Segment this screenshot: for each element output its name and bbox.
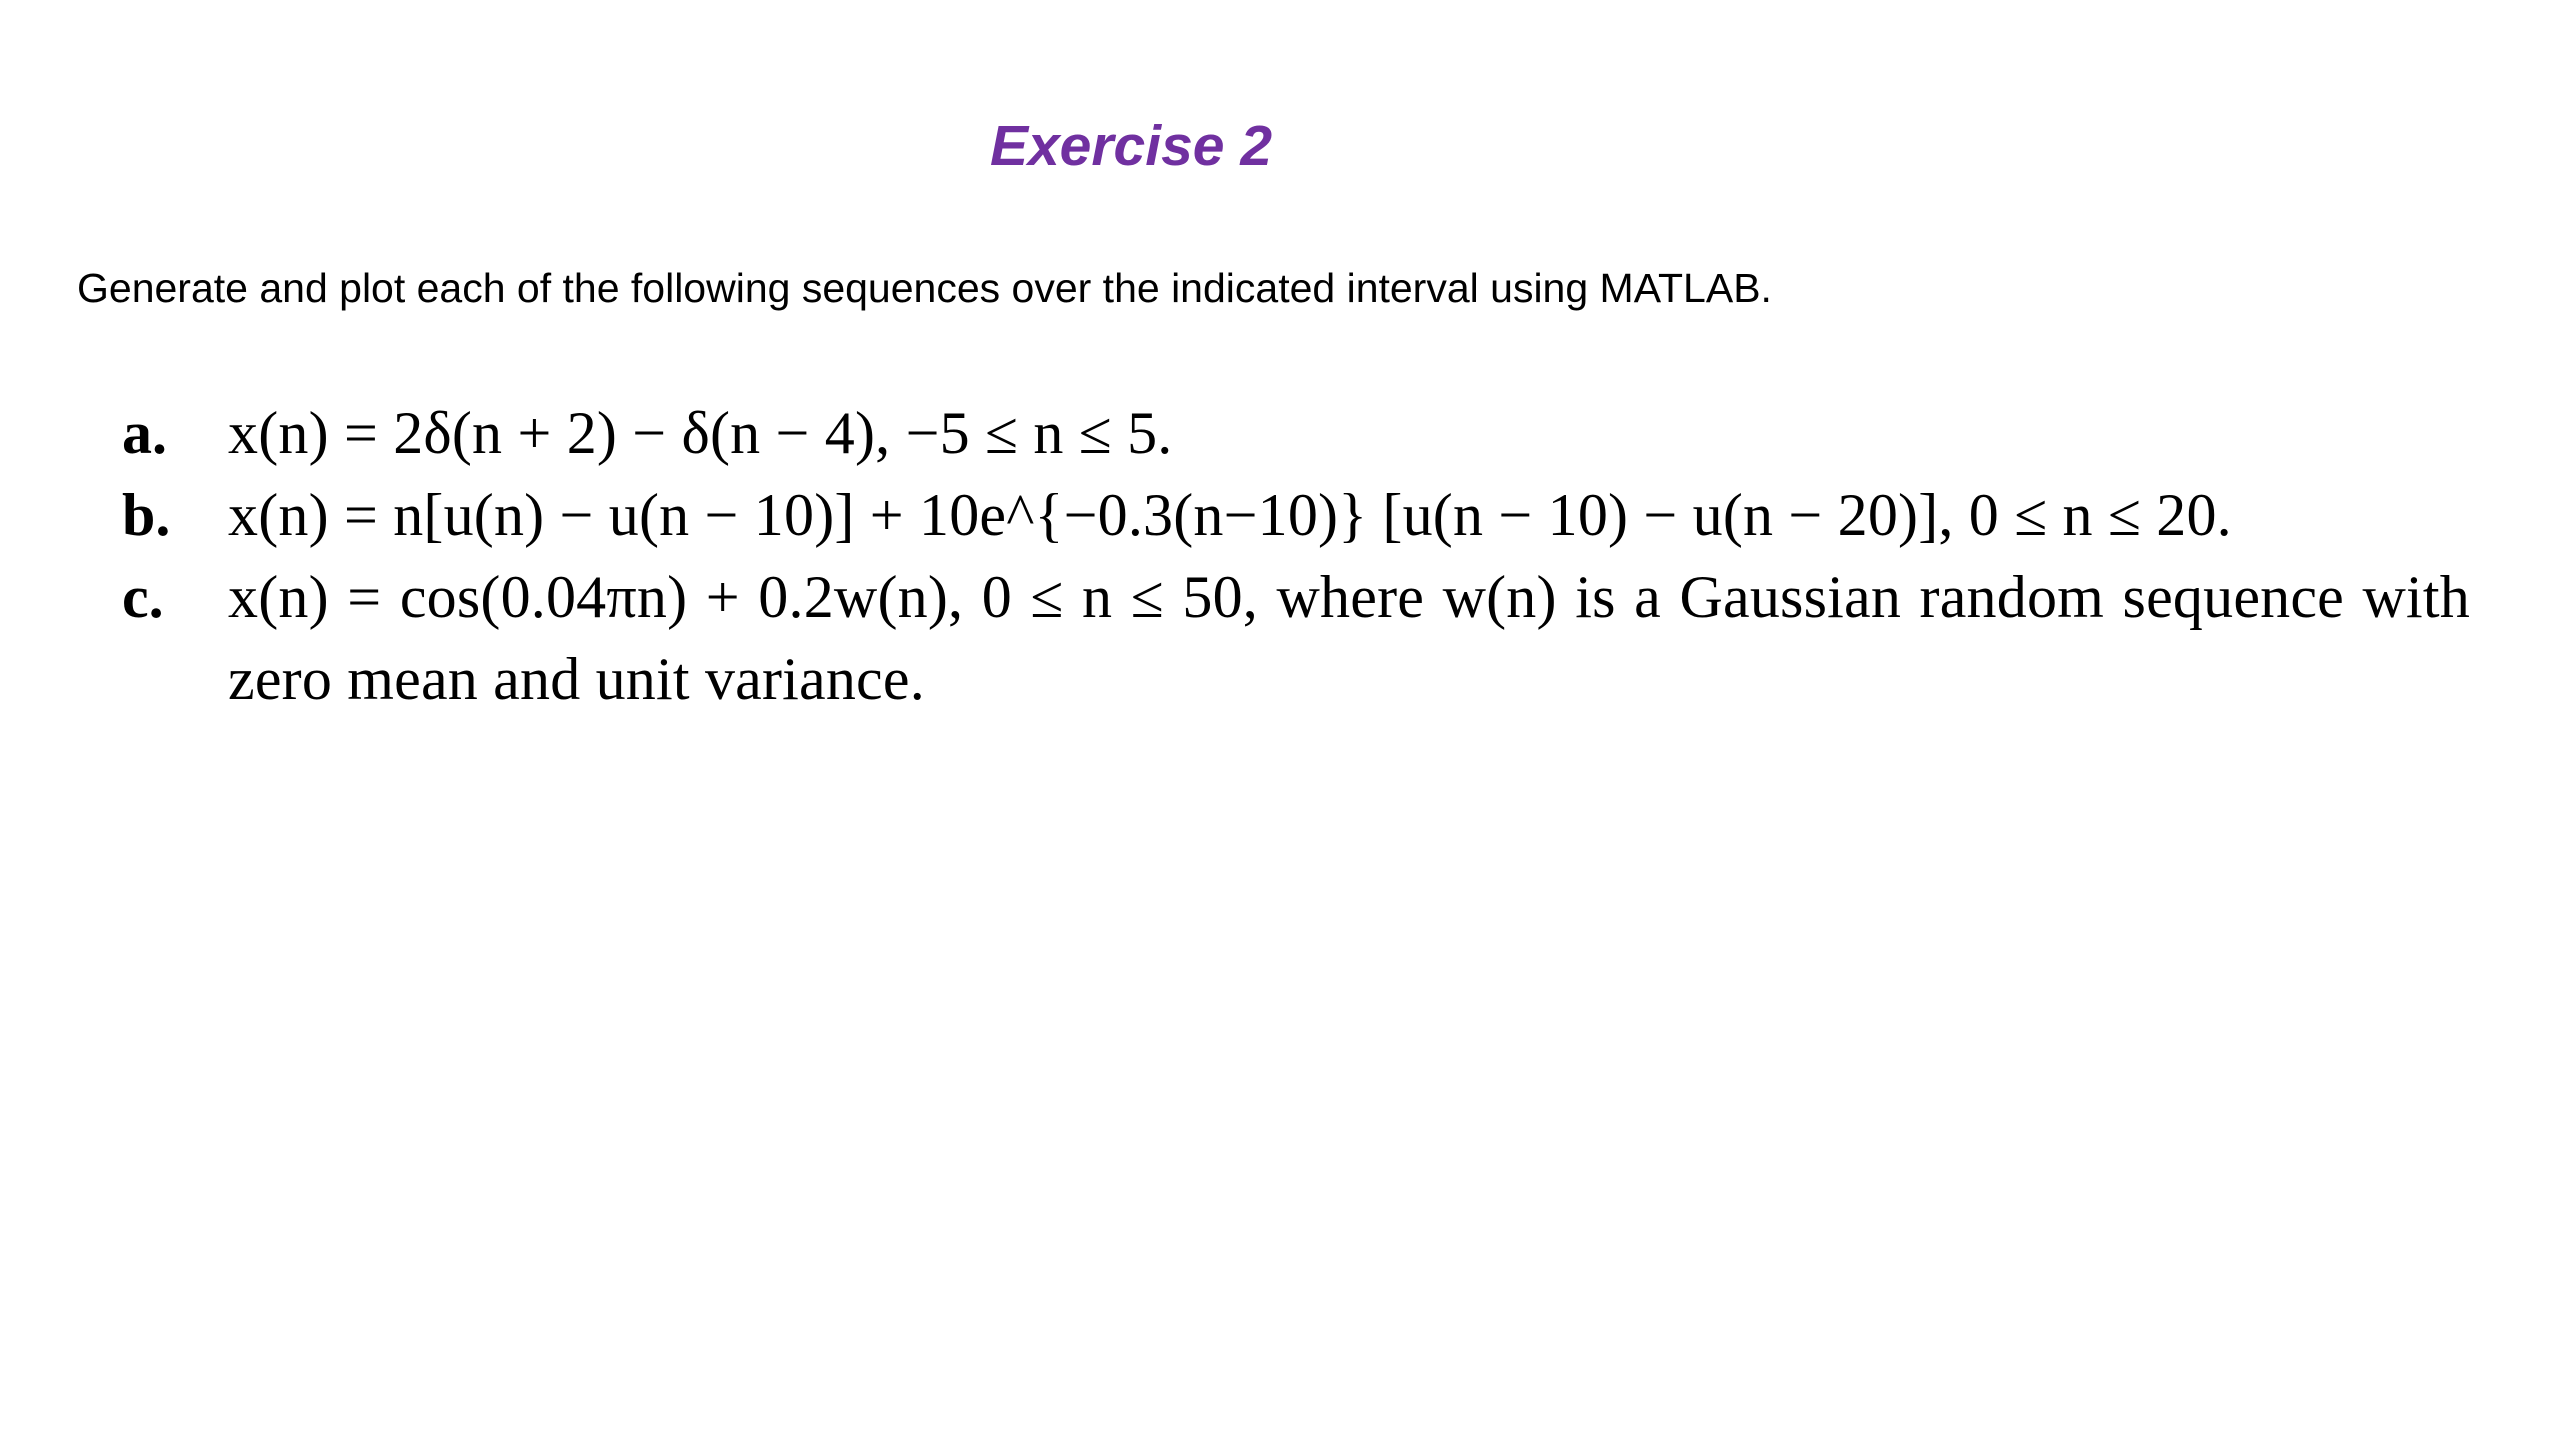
instruction-text: Generate and plot each of the following sequences over the indicated interval using MATLAB.	[77, 265, 1772, 311]
problem-marker: a.	[122, 400, 167, 466]
problem-statement: x(n) = 2δ(n + 2) − δ(n − 4), −5 ≤ n ≤ 5.	[228, 400, 1173, 466]
problem-item-a	[122, 392, 2470, 474]
problem-statement: x(n) = n[u(n) − u(n − 10)] + 10e^{−0.3(n−10)} [u(n − 10) − u(n − 20)], 0 ≤ n ≤ 20.	[228, 482, 2232, 548]
problem-statement: x(n) = cos(0.04πn) + 0.2w(n), 0 ≤ n ≤ 50, where w(n) is a Gaussian random sequence with zero mean and unit variance.	[228, 564, 2470, 712]
problem-marker: b.	[122, 482, 171, 548]
problem-item-c	[122, 556, 2470, 720]
problem-item-b	[122, 474, 2470, 556]
problem-marker: c.	[122, 564, 164, 630]
problem-list	[122, 392, 2470, 720]
slide-title: Exercise 2	[989, 114, 1273, 178]
